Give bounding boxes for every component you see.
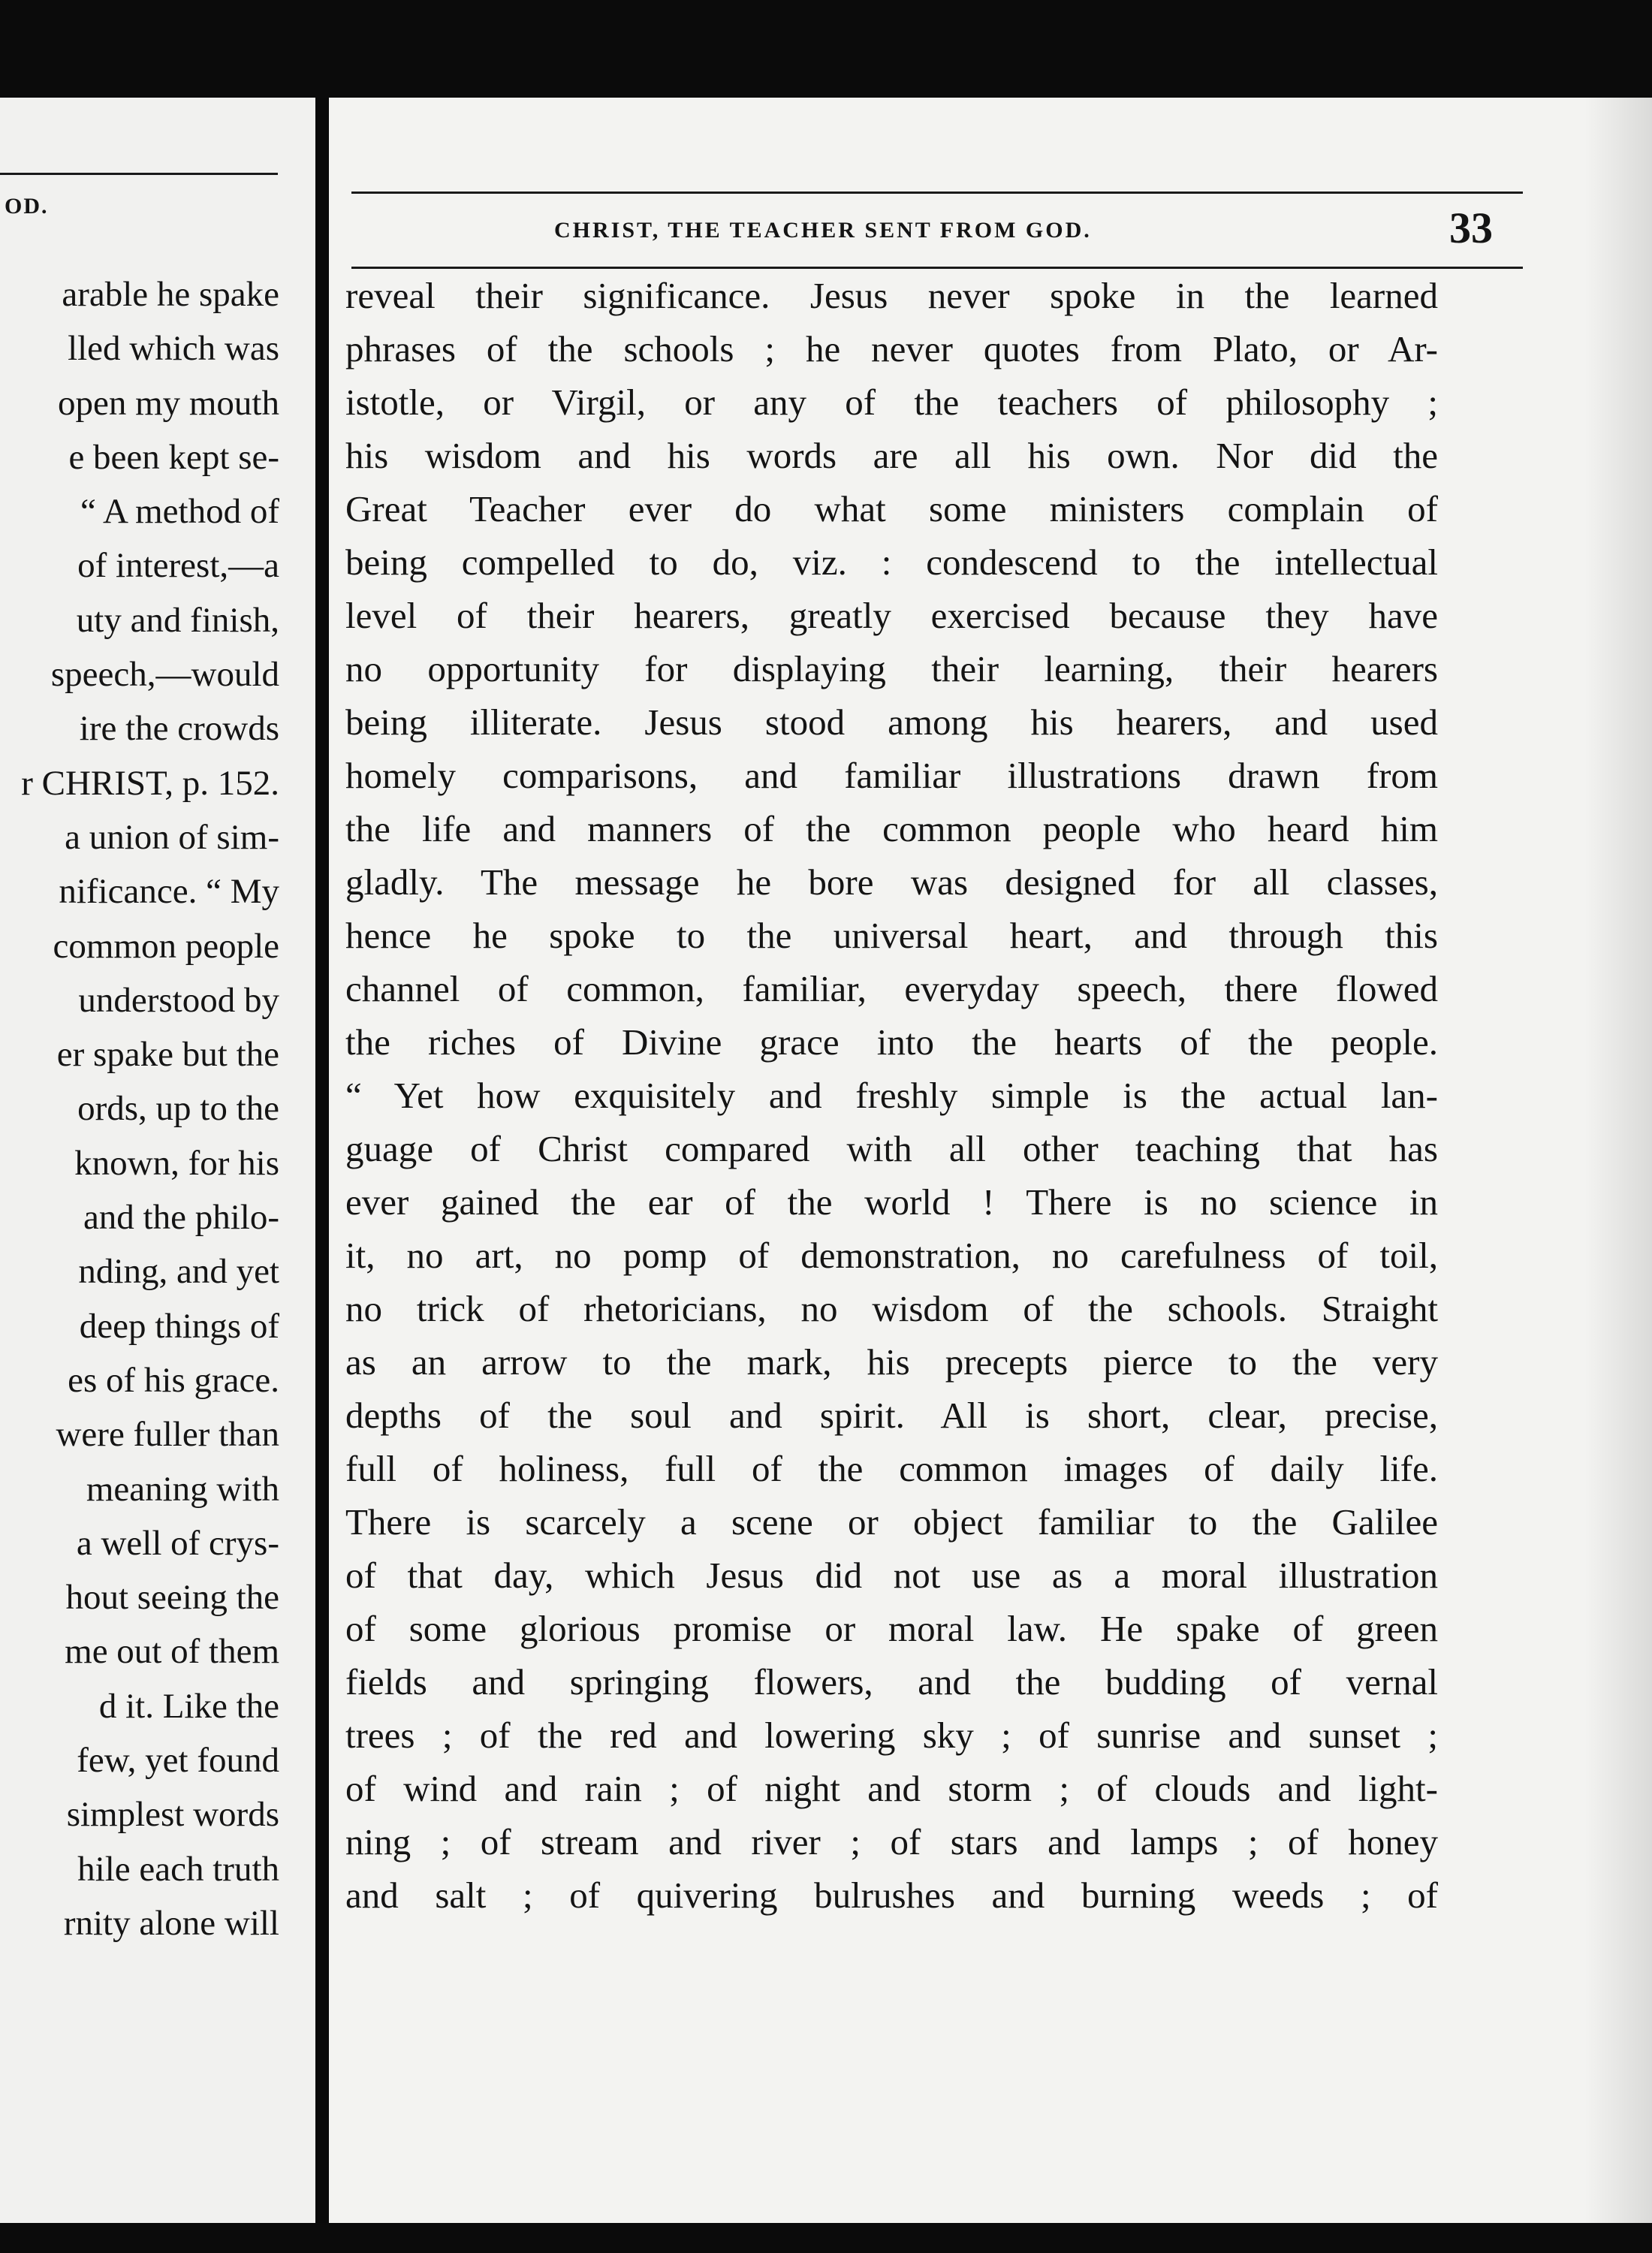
left-text-line: were fuller than: [56, 1415, 279, 1455]
left-text-line: ords, up to the: [77, 1089, 279, 1129]
left-page: [0, 98, 315, 2223]
body-text-line: There is scarcely a scene or object familiar to the Galilee: [345, 1501, 1438, 1543]
left-text-line: “ A method of: [80, 492, 279, 532]
body-text-line: level of their hearers, greatly exercised because they have: [345, 595, 1438, 636]
body-text-line: gladly. The message he bore was designed for all classes,: [345, 861, 1438, 903]
left-text-line: e been kept se-: [68, 437, 279, 477]
left-text-line: common people: [53, 926, 279, 966]
body-text-line: trees ; of the red and lowering sky ; of sunrise and sunset ;: [345, 1715, 1438, 1756]
left-text-line: uty and finish,: [76, 600, 279, 640]
left-text-line: es of his grace.: [68, 1360, 279, 1400]
body-text-line: his wisdom and his words are all his own. Nor did the: [345, 435, 1438, 476]
left-text-line: a well of crys-: [76, 1523, 279, 1563]
left-text-line: me out of them: [65, 1632, 279, 1672]
left-text-line: understood by: [78, 980, 279, 1020]
body-text-line: the life and manners of the common people who heard him: [345, 808, 1438, 849]
left-text-line: ire the crowds: [79, 709, 279, 749]
left-text-line: simplest words: [66, 1795, 279, 1835]
body-text-line: reveal their significance. Jesus never spoke in the learned: [345, 275, 1438, 316]
body-text-line: fields and springing flowers, and the budding of vernal: [345, 1661, 1438, 1703]
left-text-line: hile each truth: [77, 1849, 279, 1889]
left-text-line: and the philo-: [83, 1198, 279, 1238]
body-text-line: depths of the soul and spirit. All is short, clear, precise,: [345, 1395, 1438, 1436]
body-text-line: full of holiness, full of the common images of daily life.: [345, 1448, 1438, 1489]
body-text-line: the riches of Divine grace into the hearts of the people.: [345, 1021, 1438, 1063]
left-page-text: [0, 267, 279, 1950]
left-text-line: lled which was: [68, 329, 279, 369]
running-head: CHRIST, THE TEACHER SENT FROM GOD.: [554, 218, 1092, 243]
left-text-line: a union of sim-: [65, 817, 279, 857]
left-text-line: meaning with: [86, 1469, 279, 1509]
body-text-line: ever gained the ear of the world ! There is no science in: [345, 1181, 1438, 1223]
left-text-line: of interest,—a: [77, 546, 279, 586]
left-running-head: OD.: [5, 194, 49, 219]
left-text-line: open my mouth: [57, 383, 279, 423]
page-edge-shadow: [1584, 98, 1652, 2223]
body-text-line: Great Teacher ever do what some ministers complain of: [345, 488, 1438, 529]
body-text-line: phrases of the schools ; he never quotes from Plato, or Ar-: [345, 328, 1438, 369]
header-top-rule: [351, 192, 1523, 194]
page-number: 33: [1449, 204, 1493, 252]
right-page: [329, 98, 1652, 2223]
body-text-line: istotle, or Virgil, or any of the teachers of philosophy ;: [345, 382, 1438, 423]
left-text-line: nding, and yet: [78, 1252, 279, 1292]
left-text-line: arable he spake: [62, 275, 279, 314]
body-text-line: of some glorious promise or moral law. He spake of green: [345, 1608, 1438, 1649]
left-text-line: r CHRIST, p. 152.: [21, 763, 279, 803]
body-text-line: no trick of rhetoricians, no wisdom of the schools. Straight: [345, 1288, 1438, 1329]
left-text-line: few, yet found: [77, 1741, 279, 1781]
left-text-line: deep things of: [79, 1306, 279, 1346]
left-text-line: er spake but the: [56, 1035, 279, 1075]
body-text: [345, 269, 1438, 1922]
left-text-line: rnity alone will: [63, 1903, 279, 1943]
body-text-line: ning ; of stream and river ; of stars and lamps ; of honey: [345, 1821, 1438, 1862]
body-text-line: and salt ; of quivering bulrushes and burning weeds ; of: [345, 1874, 1438, 1916]
body-text-line: no opportunity for displaying their learning, their hearers: [345, 648, 1438, 689]
body-text-line: of wind and rain ; of night and storm ; of clouds and light-: [345, 1768, 1438, 1809]
body-text-line: channel of common, familiar, everyday speech, there flowed: [345, 968, 1438, 1009]
left-text-line: speech,—would: [50, 655, 279, 695]
left-text-line: nificance. “ My: [59, 872, 279, 912]
body-text-line: of that day, which Jesus did not use as a moral illustration: [345, 1555, 1438, 1596]
body-text-line: as an arrow to the mark, his precepts pierce to the very: [345, 1341, 1438, 1383]
left-text-line: d it. Like the: [98, 1686, 279, 1726]
body-text-line: guage of Christ compared with all other teaching that has: [345, 1128, 1438, 1169]
book-spine: [315, 98, 329, 2223]
left-header-rule: [0, 173, 278, 175]
body-text-line: “ Yet how exquisitely and freshly simple is the actual lan-: [345, 1075, 1438, 1116]
body-text-line: hence he spoke to the universal heart, and through this: [345, 915, 1438, 956]
body-text-line: being illiterate. Jesus stood among his hearers, and used: [345, 701, 1438, 743]
body-text-line: homely comparisons, and familiar illustrations drawn from: [345, 755, 1438, 796]
body-text-line: it, no art, no pomp of demonstration, no carefulness of toil,: [345, 1235, 1438, 1276]
scan-border-bottom: [0, 2223, 1652, 2253]
left-text-line: known, for his: [74, 1143, 279, 1183]
body-text-line: being compelled to do, viz. : condescend to the intellectual: [345, 541, 1438, 583]
left-text-line: hout seeing the: [65, 1578, 279, 1618]
